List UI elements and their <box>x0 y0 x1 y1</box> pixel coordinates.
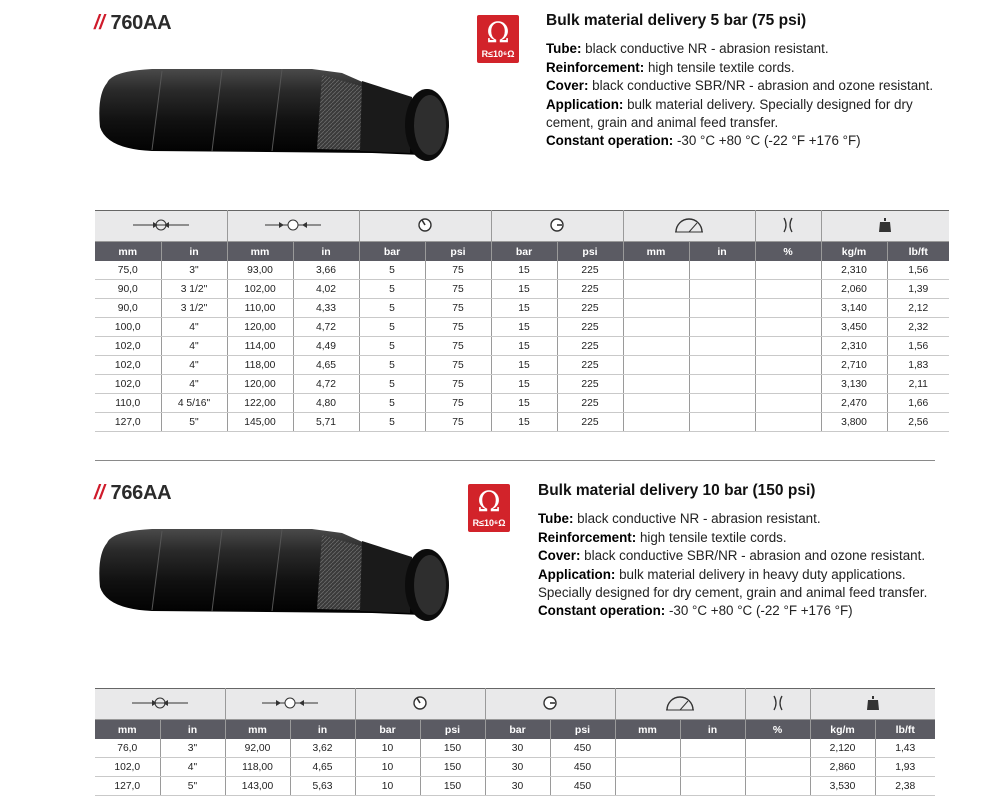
burst-pressure-icon <box>485 689 615 720</box>
table-cell: 4,33 <box>293 299 359 318</box>
table-cell: 1,56 <box>887 337 949 356</box>
table-cell: 4,49 <box>293 337 359 356</box>
product-code-text: 766AA <box>110 482 172 504</box>
table-cell: 100,0 <box>95 318 161 337</box>
table-cell: 3,140 <box>821 299 887 318</box>
table-cell <box>615 758 680 777</box>
resistance-label: R≤10⁶Ω <box>481 49 515 59</box>
table-row <box>95 356 949 375</box>
table-cell <box>689 356 755 375</box>
table-cell: 4,72 <box>293 318 359 337</box>
table-cell: 225 <box>557 413 623 432</box>
table-cell <box>689 375 755 394</box>
table-cell: 75 <box>425 299 491 318</box>
table-cell: 2,860 <box>810 758 875 777</box>
table-cell <box>680 758 745 777</box>
table-cell <box>689 318 755 337</box>
table-cell: 1,93 <box>875 758 935 777</box>
table-cell: 118,00 <box>227 356 293 375</box>
table-cell: 2,56 <box>887 413 949 432</box>
table-cell: 3 1/2" <box>161 299 227 318</box>
table-cell: 4" <box>161 356 227 375</box>
table-cell: 3 1/2" <box>161 280 227 299</box>
temperature-spec: Constant operation: -30 °C +80 °C (-22 °F +176 °F) <box>546 133 861 149</box>
table-row <box>95 299 949 318</box>
temperature-spec: Constant operation: -30 °C +80 °C (-22 °F +176 °F) <box>538 603 853 619</box>
table-cell: 1,56 <box>887 261 949 280</box>
table-cell <box>623 280 689 299</box>
table-cell: 1,66 <box>887 394 949 413</box>
table-cell: 225 <box>557 394 623 413</box>
table-cell <box>623 413 689 432</box>
table-cell: 92,00 <box>225 739 290 758</box>
table-cell: 4,65 <box>290 758 355 777</box>
table-cell <box>755 299 821 318</box>
table-cell: 127,0 <box>95 777 160 796</box>
table-cell: 76,0 <box>95 739 160 758</box>
table-cell <box>615 777 680 796</box>
table-cell: 15 <box>491 299 557 318</box>
table-cell: 110,0 <box>95 394 161 413</box>
reinforcement-spec: Reinforcement: high tensile textile cords. <box>538 529 787 545</box>
table-cell: 225 <box>557 261 623 280</box>
table-cell: 2,12 <box>887 299 949 318</box>
hose-image <box>92 515 452 630</box>
tube-spec: Tube: black conductive NR - abrasion resistant. <box>546 41 829 57</box>
table-cell: 5 <box>359 413 425 432</box>
table-row <box>95 337 949 356</box>
table-cell: 450 <box>550 739 615 758</box>
ohm-symbol-icon: Ω <box>486 16 510 49</box>
table-cell: 5 <box>359 375 425 394</box>
table-cell: 5 <box>359 337 425 356</box>
table-cell <box>623 337 689 356</box>
units-header: mm in mm in bar psi bar psi mm in % kg/m lb/ft <box>95 242 949 262</box>
vacuum-icon <box>745 689 810 720</box>
inner-diameter-icon <box>95 211 227 242</box>
table-cell: 15 <box>491 356 557 375</box>
table-cell: 75 <box>425 318 491 337</box>
table-cell: 75,0 <box>95 261 161 280</box>
table-cell <box>755 394 821 413</box>
table-cell: 75 <box>425 280 491 299</box>
table-cell <box>623 394 689 413</box>
table-cell: 2,11 <box>887 375 949 394</box>
burst-pressure-icon <box>491 211 623 242</box>
table-cell: 10 <box>355 777 420 796</box>
table-cell: 5" <box>160 777 225 796</box>
weight-icon <box>821 211 949 242</box>
table-cell <box>745 777 810 796</box>
table-cell: 150 <box>420 739 485 758</box>
table-cell: 3,66 <box>293 261 359 280</box>
table-cell: 1,39 <box>887 280 949 299</box>
table-cell: 2,710 <box>821 356 887 375</box>
table-cell <box>745 739 810 758</box>
table-cell: 4" <box>161 318 227 337</box>
table-cell <box>689 337 755 356</box>
table-cell: 225 <box>557 375 623 394</box>
table-cell <box>623 375 689 394</box>
weight-icon <box>810 689 935 720</box>
table-cell <box>755 337 821 356</box>
table-cell: 3" <box>160 739 225 758</box>
table-cell: 75 <box>425 394 491 413</box>
table-cell: 4" <box>161 375 227 394</box>
table-cell: 5 <box>359 318 425 337</box>
table-cell: 225 <box>557 337 623 356</box>
table-cell: 15 <box>491 280 557 299</box>
product-description <box>538 482 938 621</box>
resistance-label: R≤10⁶Ω <box>472 518 506 528</box>
table-cell <box>623 299 689 318</box>
table-cell: 30 <box>485 739 550 758</box>
cover-spec: Cover: black conductive SBR/NR - abrasion and ozone resistant. <box>538 548 926 564</box>
spec-table <box>95 688 935 796</box>
table-cell <box>689 261 755 280</box>
table-cell <box>623 356 689 375</box>
bend-radius-icon <box>623 211 755 242</box>
conductive-badge <box>477 15 519 63</box>
bend-radius-icon <box>615 689 745 720</box>
table-cell: 4" <box>160 758 225 777</box>
inner-diameter-icon <box>95 689 225 720</box>
table-cell: 3" <box>161 261 227 280</box>
table-cell <box>680 739 745 758</box>
table-cell: 2,310 <box>821 337 887 356</box>
table-cell <box>755 356 821 375</box>
table-cell: 5,71 <box>293 413 359 432</box>
section-divider <box>95 460 935 461</box>
product-description <box>546 12 946 151</box>
table-row <box>95 758 935 777</box>
table-cell: 450 <box>550 777 615 796</box>
table-cell: 5 <box>359 356 425 375</box>
table-cell: 5 <box>359 261 425 280</box>
table-cell: 3,800 <box>821 413 887 432</box>
table-cell: 120,00 <box>227 375 293 394</box>
table-cell: 90,0 <box>95 280 161 299</box>
tube-spec: Tube: black conductive NR - abrasion resistant. <box>538 511 821 527</box>
table-cell: 3,530 <box>810 777 875 796</box>
table-cell: 225 <box>557 299 623 318</box>
table-cell <box>755 318 821 337</box>
code-slash-mark: // <box>94 12 105 34</box>
table-row <box>95 318 949 337</box>
outer-diameter-icon <box>225 689 355 720</box>
table-cell: 102,0 <box>95 337 161 356</box>
table-cell <box>689 394 755 413</box>
table-cell: 225 <box>557 280 623 299</box>
table-cell: 30 <box>485 777 550 796</box>
vacuum-icon <box>755 211 821 242</box>
table-row <box>95 394 949 413</box>
table-cell: 102,0 <box>95 356 161 375</box>
table-cell <box>745 758 810 777</box>
units-header: mm in mm in bar psi bar psi mm in % kg/m lb/ft <box>95 720 935 740</box>
table-cell: 2,38 <box>875 777 935 796</box>
table-cell: 4 5/16" <box>161 394 227 413</box>
table-cell: 150 <box>420 777 485 796</box>
table-cell <box>623 318 689 337</box>
table-cell: 5 <box>359 299 425 318</box>
table-cell: 450 <box>550 758 615 777</box>
spec-table <box>95 210 949 432</box>
table-row <box>95 280 949 299</box>
table-cell: 1,43 <box>875 739 935 758</box>
table-cell: 2,120 <box>810 739 875 758</box>
table-cell: 15 <box>491 261 557 280</box>
table-cell: 10 <box>355 739 420 758</box>
table-cell: 5" <box>161 413 227 432</box>
table-cell: 4,72 <box>293 375 359 394</box>
cover-spec: Cover: black conductive SBR/NR - abrasion and ozone resistant. <box>546 78 934 94</box>
table-cell: 2,060 <box>821 280 887 299</box>
table-cell <box>689 299 755 318</box>
outer-diameter-icon <box>227 211 359 242</box>
table-cell: 10 <box>355 758 420 777</box>
table-cell: 90,0 <box>95 299 161 318</box>
application-spec: Application: bulk material delivery in heavy duty applications. Specially designed for dry cement, grain and animal feed transfer. <box>538 566 928 601</box>
table-cell: 2,32 <box>887 318 949 337</box>
table-cell: 30 <box>485 758 550 777</box>
table-cell: 75 <box>425 337 491 356</box>
conductive-badge <box>468 484 510 532</box>
table-cell: 4,02 <box>293 280 359 299</box>
application-spec: Application: bulk material delivery. Specially designed for dry cement, grain and animal feed transfer. <box>546 96 913 131</box>
reinforcement-spec: Reinforcement: high tensile textile cords. <box>546 59 795 75</box>
table-cell: 110,00 <box>227 299 293 318</box>
table-cell: 143,00 <box>225 777 290 796</box>
product-code <box>94 482 171 505</box>
working-pressure-icon <box>355 689 485 720</box>
table-cell: 2,310 <box>821 261 887 280</box>
code-slash-mark: // <box>94 482 105 504</box>
table-row <box>95 739 935 758</box>
table-cell: 127,0 <box>95 413 161 432</box>
table-row <box>95 375 949 394</box>
table-cell: 75 <box>425 356 491 375</box>
table-cell: 2,470 <box>821 394 887 413</box>
table-cell: 4,65 <box>293 356 359 375</box>
table-cell: 15 <box>491 413 557 432</box>
table-cell: 4" <box>161 337 227 356</box>
hose-image <box>92 55 452 170</box>
table-cell <box>755 261 821 280</box>
working-pressure-icon <box>359 211 491 242</box>
table-cell: 75 <box>425 413 491 432</box>
table-cell: 5 <box>359 280 425 299</box>
table-cell <box>755 413 821 432</box>
table-cell: 225 <box>557 318 623 337</box>
table-cell: 120,00 <box>227 318 293 337</box>
table-cell: 93,00 <box>227 261 293 280</box>
table-cell: 15 <box>491 375 557 394</box>
product-code <box>94 12 171 35</box>
table-cell <box>615 739 680 758</box>
table-cell: 102,00 <box>227 280 293 299</box>
product-title: Bulk material delivery 10 bar (150 psi) <box>538 482 816 499</box>
table-cell: 15 <box>491 337 557 356</box>
table-cell: 102,0 <box>95 758 160 777</box>
table-cell <box>755 280 821 299</box>
table-cell: 75 <box>425 375 491 394</box>
table-row <box>95 261 949 280</box>
table-cell <box>689 413 755 432</box>
table-cell: 225 <box>557 356 623 375</box>
table-cell: 5 <box>359 394 425 413</box>
table-cell: 75 <box>425 261 491 280</box>
table-row <box>95 777 935 796</box>
product-code-text: 760AA <box>110 12 172 34</box>
product-title: Bulk material delivery 5 bar (75 psi) <box>546 12 807 29</box>
table-cell: 3,62 <box>290 739 355 758</box>
table-cell: 102,0 <box>95 375 161 394</box>
table-cell: 15 <box>491 394 557 413</box>
table-cell: 4,80 <box>293 394 359 413</box>
table-cell: 150 <box>420 758 485 777</box>
table-cell: 3,450 <box>821 318 887 337</box>
table-cell <box>755 375 821 394</box>
table-cell <box>680 777 745 796</box>
table-cell <box>689 280 755 299</box>
table-cell: 145,00 <box>227 413 293 432</box>
ohm-symbol-icon: Ω <box>477 485 501 518</box>
table-cell: 122,00 <box>227 394 293 413</box>
table-cell: 1,83 <box>887 356 949 375</box>
table-cell: 114,00 <box>227 337 293 356</box>
table-cell: 15 <box>491 318 557 337</box>
table-cell: 5,63 <box>290 777 355 796</box>
table-cell <box>623 261 689 280</box>
table-cell: 118,00 <box>225 758 290 777</box>
table-cell: 3,130 <box>821 375 887 394</box>
table-row <box>95 413 949 432</box>
